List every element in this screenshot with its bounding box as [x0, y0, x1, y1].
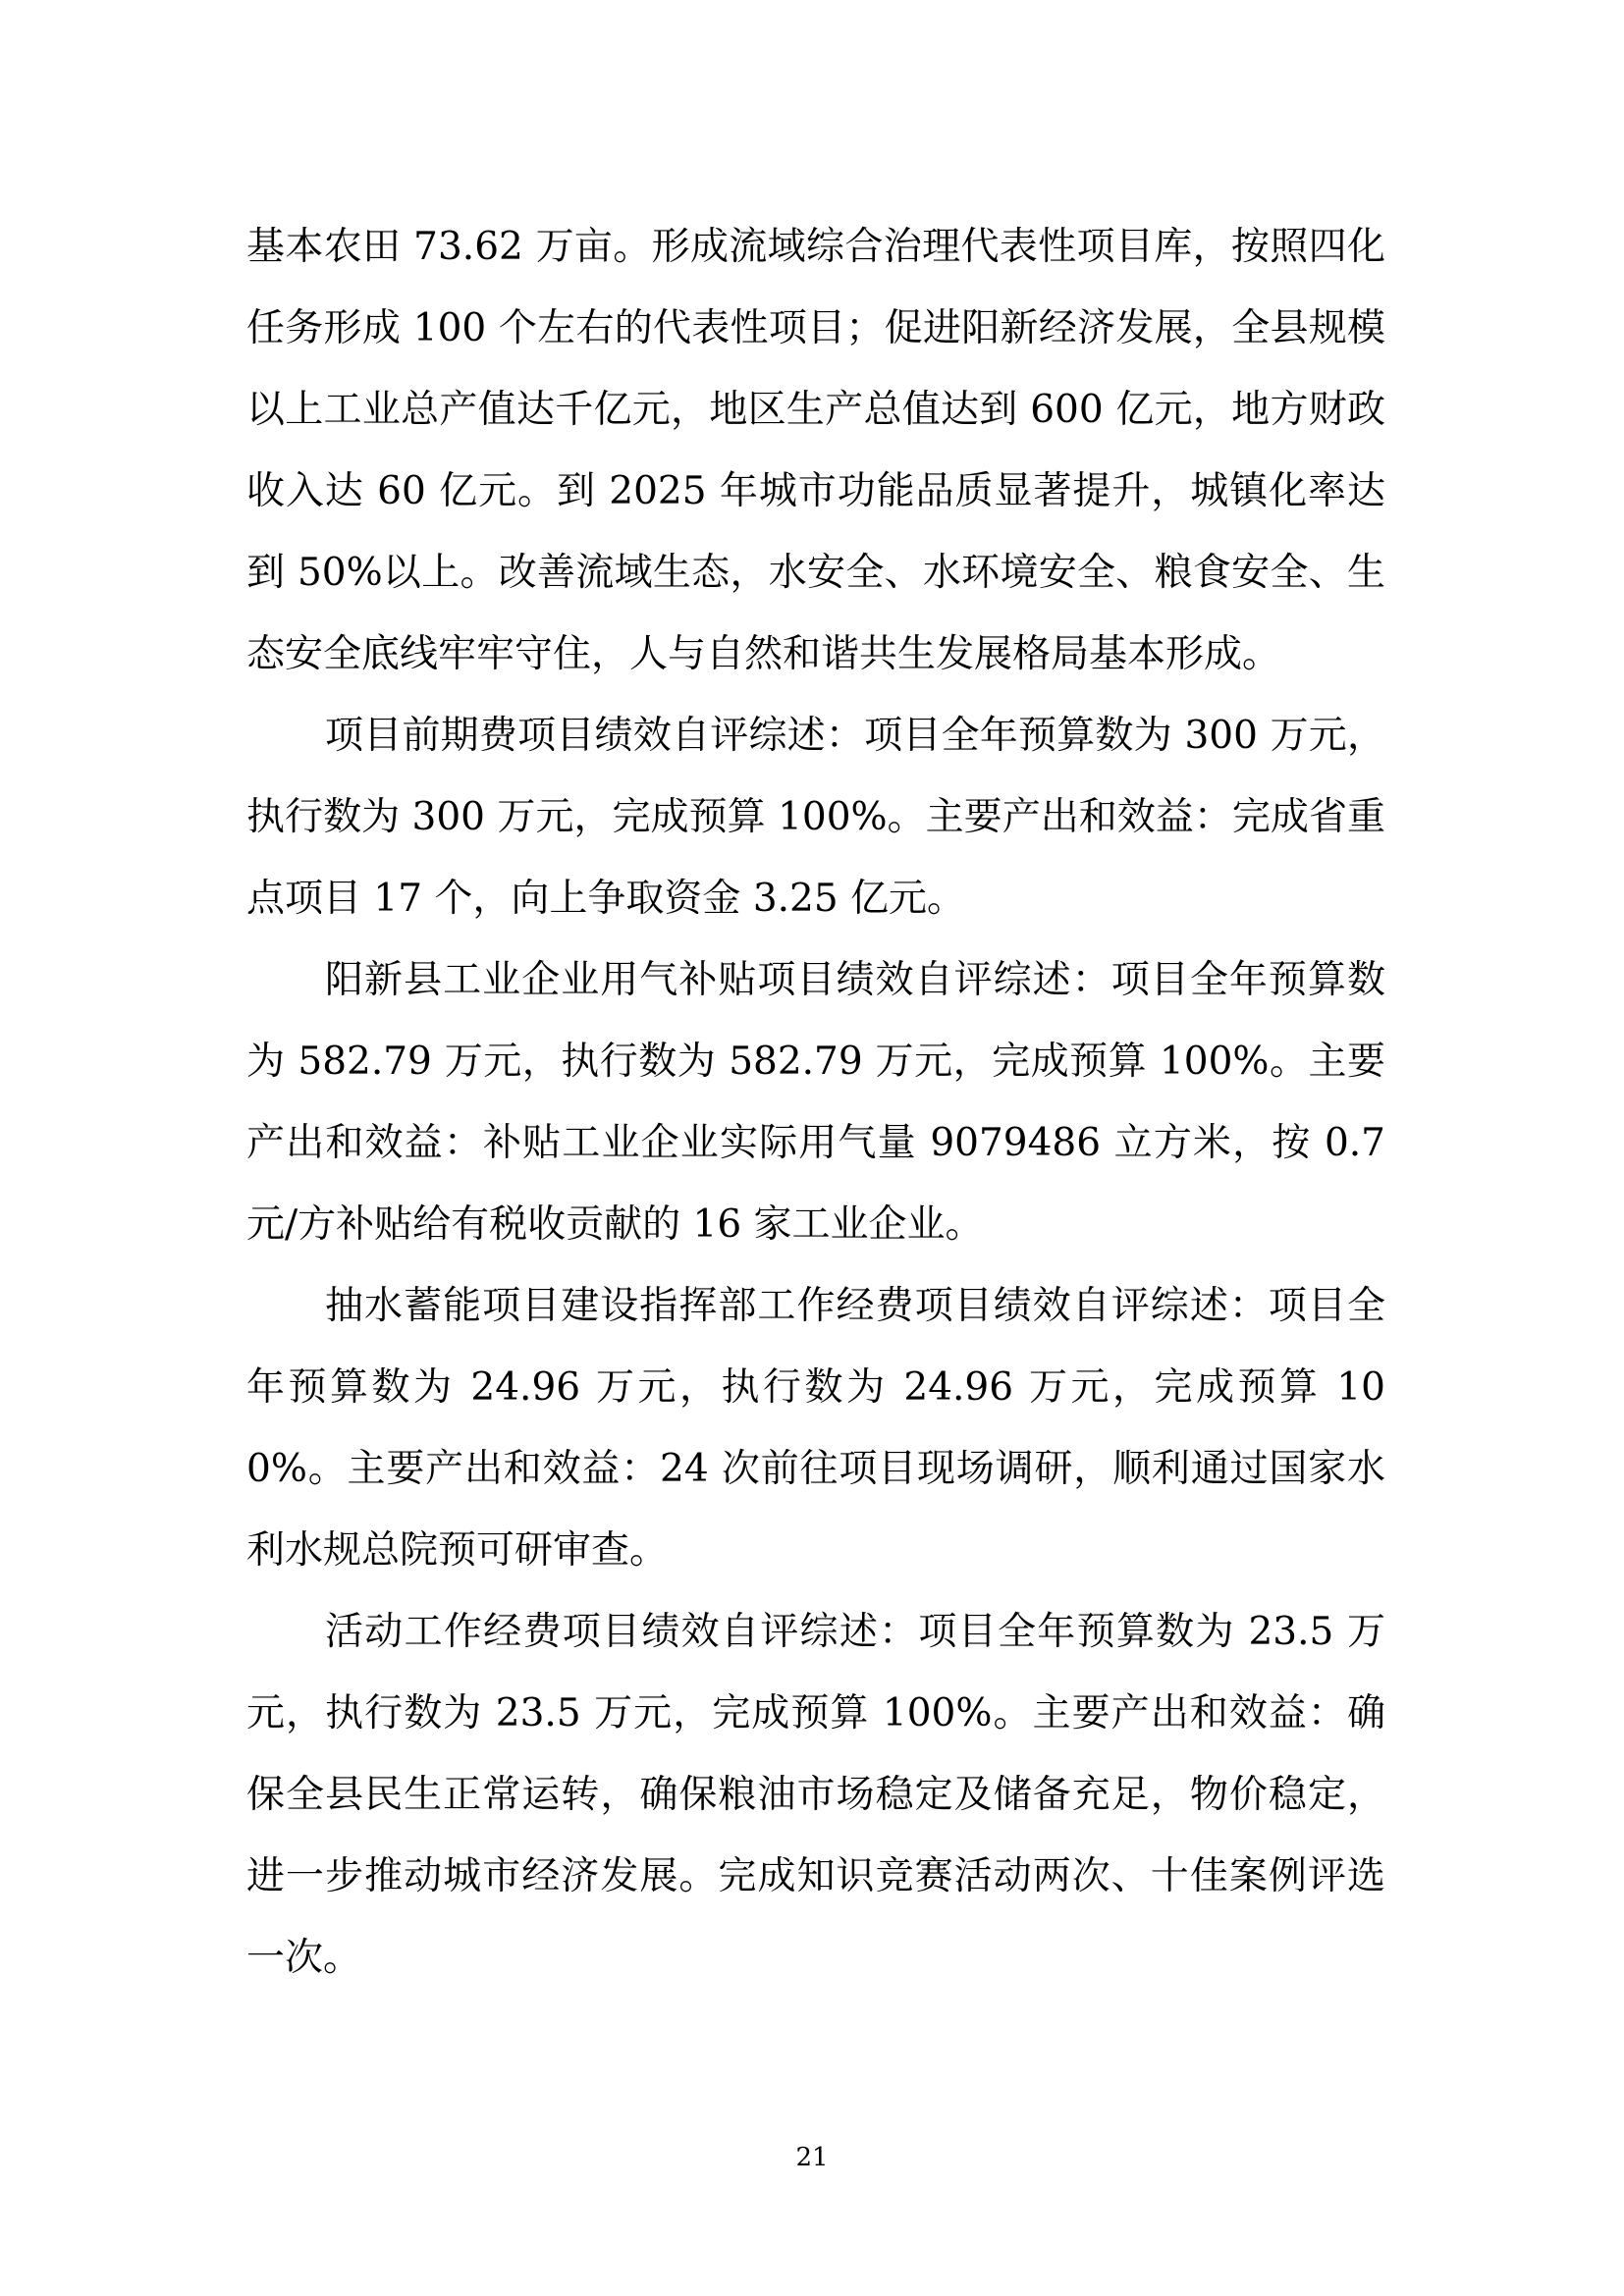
paragraph-continuation: 基本农田 73.62 万亩。形成流域综合治理代表性项目库，按照四化任务形成 100 个左右的代表性项目；促进阳新经济发展，全县规模以上工业总产值达千亿元，地区生产总值达到 600 亿元，地方财政收入达 60 亿元。到 2025 年城市功能品质显著提升，城镇化率达到 50%以上。改善流域生态，水安全、水环境安全、粮食安全、生态安全底线牢牢守住，人与自然和谐共生发展格局基本形成。	[246, 225, 1385, 676]
paragraph-pumped-storage: 抽水蓄能项目建设指挥部工作经费项目绩效自评综述：项目全年预算数为 24.96 万元，执行数为 24.96 万元，完成预算 100%。主要产出和效益：24 次前往项目现场调研，顺利通过国家水利水规总院预可研审查。	[246, 1284, 1385, 1573]
paragraph-gas-subsidy: 阳新县工业企业用气补贴项目绩效自评综述：项目全年预算数为 582.79 万元，执行数为 582.79 万元，完成预算 100%。主要产出和效益：补贴工业企业实际用气量 9079486 立方米，按 0.7 元/方补贴给有税收贡献的 16 家工业企业。	[246, 958, 1385, 1247]
document-body	[246, 206, 1385, 1999]
paragraph-activity-fund: 活动工作经费项目绩效自评综述：项目全年预算数为 23.5 万元，执行数为 23.5 万元，完成预算 100%。主要产出和效益：确保全县民生正常运转，确保粮油市场稳定及储备充足，物价稳定，进一步推动城市经济发展。完成知识竞赛活动两次、十佳案例评选一次。	[246, 1610, 1385, 1980]
page-number: 21	[795, 2143, 829, 2172]
paragraph-preliminary-fee: 项目前期费项目绩效自评综述：项目全年预算数为 300 万元，执行数为 300 万元，完成预算 100%。主要产出和效益：完成省重点项目 17 个，向上争取资金 3.25 亿元。	[246, 714, 1385, 921]
